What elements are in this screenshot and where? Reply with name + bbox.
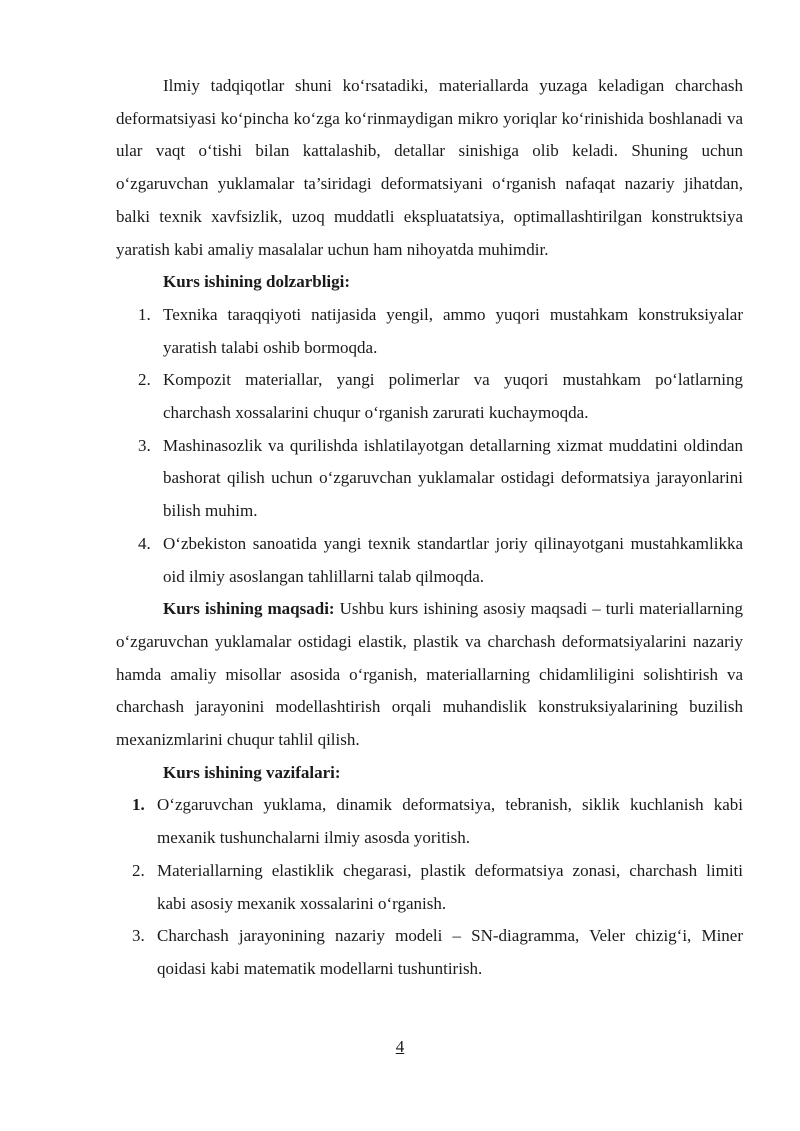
- list-item-number: 2.: [138, 370, 151, 390]
- list-item-number: 3.: [138, 435, 151, 455]
- list-item-text: Texnika taraqqiyoti natijasida yengil, ammo yuqori mustahkam konstruksiyalar yaratish talabi oshib bormoqda.: [163, 304, 743, 357]
- relevance-heading: Kurs ishining dolzarbligi:: [163, 272, 351, 292]
- list-item-text: Mashinasozlik va qurilishda ishlatilayotgan detallarning xizmat muddatini oldindan bashorat qilish uchun o‘zgaruvchan yuklamalar ostidagi deformatsiya jarayonlarini bilish muhim.: [163, 435, 743, 521]
- list-item: [116, 855, 743, 920]
- tasks-list: [116, 789, 743, 985]
- list-item: [116, 789, 743, 854]
- list-item-text: Kompozit materiallar, yangi polimerlar va yuqori mustahkam po‘latlarning charchash xossalarini chuqur o‘rganish zarurati kuchaymoqda.: [163, 370, 743, 423]
- list-item-number: 3.: [132, 926, 145, 946]
- document-page: [116, 70, 743, 986]
- list-item-text: Materiallarning elastiklik chegarasi, plastik deformatsiya zonasi, charchash limiti kabi asosiy mexanik xossalarini o‘rganish.: [157, 860, 743, 913]
- list-item: [116, 364, 743, 429]
- goal-paragraph: [116, 593, 743, 757]
- intro-paragraph: Ilmiy tadqiqotlar shuni ko‘rsatadiki, materiallarda yuzaga keladigan charchash deformatsiyasi ko‘pincha ko‘zga ko‘rinmaydigan mikro yoriqlar ko‘rinishida boshlanadi va ular vaqt o‘tishi bilan kattalashib, detallar sinishiga olib keladi. Shuning uchun o‘zgaruvchan yuklamalar ta’siridagi deformatsiyani o‘rganish nafaqat nazariy jihatdan, balki texnik xavfsizlik, uzoq muddatli ekspluatatsiya, optimallashtirilgan konstruktsiya yaratish kabi amaliy masalalar uchun ham nihoyatda muhimdir.: [116, 76, 743, 259]
- list-item-number: 1.: [132, 795, 145, 815]
- list-item-text: O‘zgaruvchan yuklama, dinamik deformatsiya, tebranish, siklik kuchlanish kabi mexanik tushunchalarni ilmiy asosda yoritish.: [157, 795, 743, 848]
- page-number: 4: [395, 1037, 405, 1056]
- list-item: [116, 920, 743, 985]
- goal-text: Ushbu kurs ishining asosiy maqsadi – turli materiallarning o‘zgaruvchan yuklamalar ostidagi elastik, plastik va charchash deformatsiyalarini nazariy hamda amaliy misollar asosida o‘rganish, materiallarning chidamliligini solishtirish va charchash jarayonini modellashtirish orqali muhandislik konstruksiyalarining buzilish mexanizmlarini chuqur tahlil qilish.: [116, 599, 743, 750]
- list-item-text: O‘zbekiston sanoatida yangi texnik standartlar joriy qilinayotgani mustahkamlikka oid ilmiy asoslangan tahlillarni talab qilmoqda.: [163, 533, 743, 586]
- list-item-number: 1.: [138, 304, 151, 324]
- relevance-list: [116, 299, 743, 593]
- tasks-heading: Kurs ishining vazifalari:: [163, 762, 341, 782]
- list-item: [116, 430, 743, 528]
- list-item-number: 2.: [132, 860, 145, 880]
- list-item-text: Charchash jarayonining nazariy modeli – SN-diagramma, Veler chizig‘i, Miner qoidasi kabi matematik modellarni tushuntirish.: [157, 926, 743, 978]
- list-item: [116, 528, 743, 593]
- list-item-number: 4.: [138, 533, 151, 553]
- goal-heading: Kurs ishining maqsadi:: [163, 599, 335, 619]
- list-item: [116, 299, 743, 364]
